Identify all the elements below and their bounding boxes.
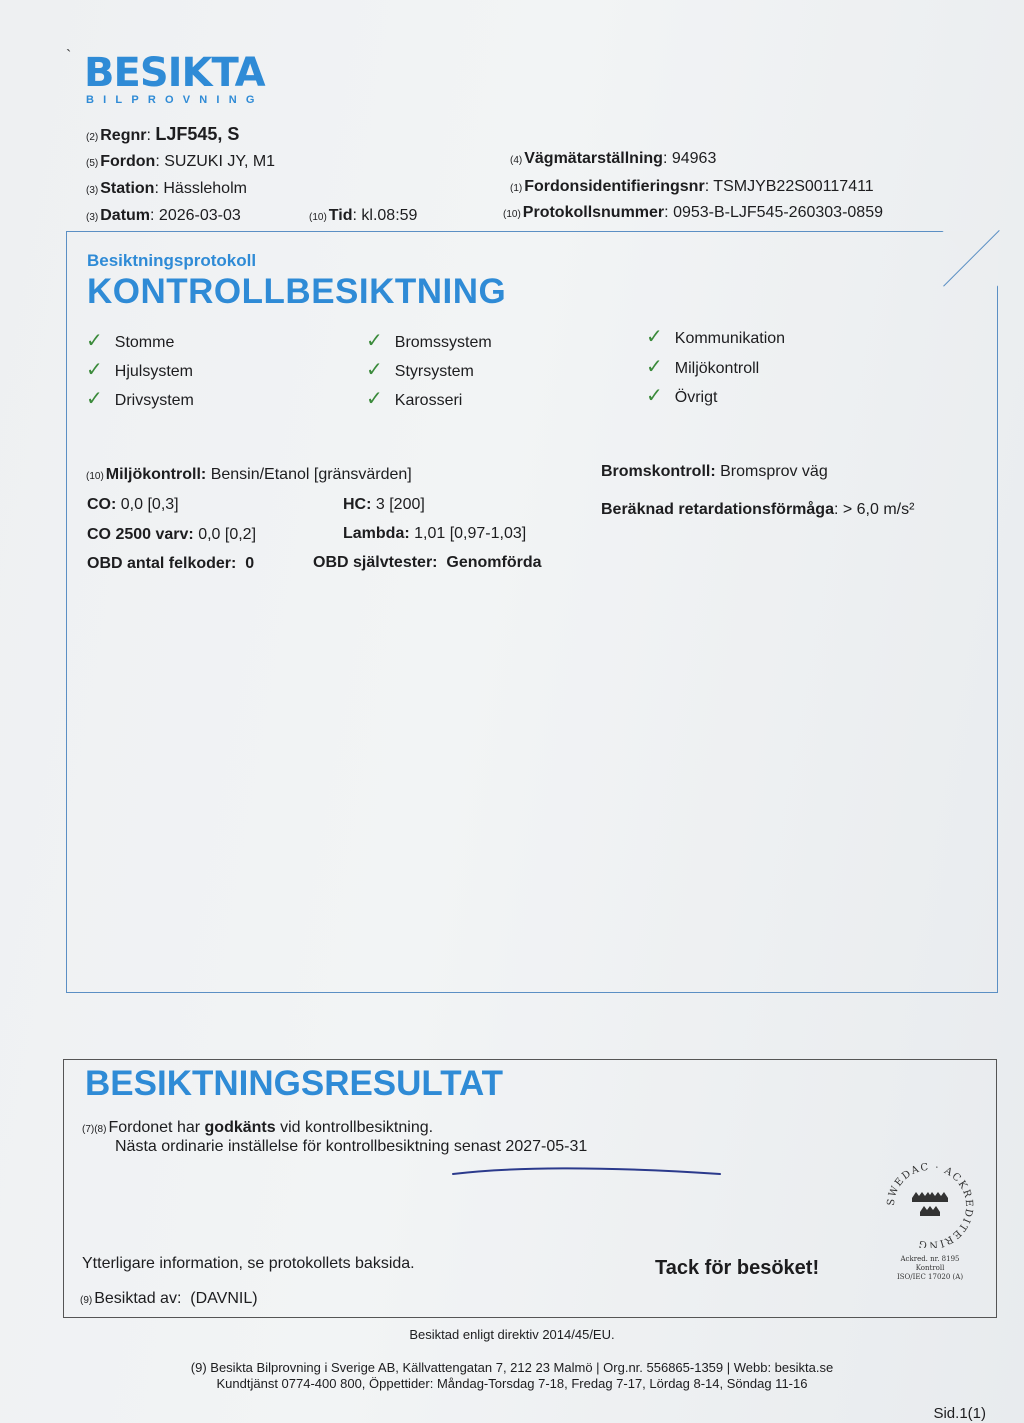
station-row: (3) Station: Hässleholm <box>86 180 247 197</box>
protocol-label: Besiktningsprotokoll <box>87 251 257 270</box>
logo-subtitle: BILPROVNING <box>86 94 264 106</box>
co-row: CO: 0,0 [0,3] <box>87 496 179 513</box>
bromskontroll-row: Bromskontroll: Bromsprov väg <box>601 463 828 480</box>
result-title: BESIKTNINGSRESULTAT <box>85 1064 504 1103</box>
svg-text:SWEDAC · ACKREDITERING: SWEDAC · ACKREDITERING <box>885 1161 975 1248</box>
check-item-stomme: ✓ Stomme <box>86 330 175 352</box>
directive-text: Besiktad enligt direktiv 2014/45/EU. <box>409 1327 615 1342</box>
swedac-seal: SWEDAC · ACKREDITERING Ackred. nr. 8195 Kontroll ISO/IEC 17020 (A) <box>882 1160 978 1280</box>
check-icon: ✓ <box>366 330 383 352</box>
vagmatare-value: 94963 <box>671 150 717 167</box>
check-item-styrsystem: ✓ Styrsystem <box>366 359 474 381</box>
obd-felkoder-row: OBD antal felkoder: 0 <box>87 555 255 572</box>
check-icon: ✓ <box>86 359 103 381</box>
fordon-row: (5) Fordon: SUZUKI JY, M1 <box>86 153 276 170</box>
protokollnr-value: 0953-B-LJF545-260303-0859 <box>673 204 883 221</box>
company-info: (9) Besikta Bilprovning i Sverige AB, Källvattengatan 7, 212 23 Malmö | Org.nr. 556865-1359 | Webb: besikta.se <box>190 1360 834 1375</box>
datum-value: 2026-03-03 <box>158 207 241 224</box>
station-value: Hässleholm <box>163 180 247 197</box>
fordon-value: SUZUKI JY, M1 <box>164 153 276 170</box>
logo-mark: ` <box>66 48 72 65</box>
page-number: Sid.1(1) <box>933 1405 986 1422</box>
protocol-panel <box>66 231 998 993</box>
miljokontroll-row: (10) Miljökontroll: Bensin/Etanol [gränsvärden] <box>86 466 412 483</box>
tid-value: kl.08:59 <box>361 207 418 224</box>
check-icon: ✓ <box>366 359 383 381</box>
check-icon: ✓ <box>646 356 663 378</box>
retardation-row: Beräknad retardationsförmåga: > 6,0 m/s² <box>601 501 915 518</box>
check-icon: ✓ <box>366 388 383 410</box>
service-info: Kundtjänst 0774-400 800, Öppettider: Måndag-Torsdag 7-18, Fredag 7-17, Lördag 8-14, Söndag 11-16 <box>216 1376 808 1391</box>
swedac-crowns-icon <box>882 1160 978 1248</box>
protokollnr-row: (10) Protokollsnummer: 0953-B-LJF545-260303-0859 <box>503 204 883 221</box>
check-icon: ✓ <box>646 385 663 407</box>
check-item-ovrigt: ✓ Övrigt <box>646 385 718 407</box>
besikta-logo: BESIKTA <box>84 50 265 96</box>
regnr-row: (2) Regnr: LJF545, S <box>86 124 240 144</box>
thanks-text: Tack för besöket! <box>655 1257 820 1279</box>
check-item-drivsystem: ✓ Drivsystem <box>86 388 194 410</box>
tid-row: (10) Tid: kl.08:59 <box>309 207 418 224</box>
check-icon: ✓ <box>646 326 663 348</box>
info-text: Ytterligare information, se protokollets baksida. <box>82 1255 415 1272</box>
result-approved: (7)(8) Fordonet har godkänts vid kontrollbesiktning. <box>82 1119 434 1136</box>
datum-row: (3) Datum: 2026-03-03 <box>86 207 241 224</box>
fordonsid-value: TSMJYB22S00117411 <box>713 178 874 195</box>
inspector-row: (9) Besiktad av: (DAVNIL) <box>80 1290 258 1307</box>
check-icon: ✓ <box>86 330 103 352</box>
vagmatare-row: (4) Vägmätarställning: 94963 <box>510 150 717 167</box>
pen-stroke <box>450 1162 725 1182</box>
next-inspection: Nästa ordinarie inställelse för kontrollbesiktning senast 2027-05-31 <box>115 1138 588 1155</box>
obd-sjalvtester-row: OBD självtester: Genomförda <box>313 554 542 571</box>
check-item-miljokontroll: ✓ Miljökontroll <box>646 356 760 378</box>
fordonsid-row: (1) Fordonsidentifieringsnr: TSMJYB22S00117411 <box>510 178 874 195</box>
check-item-karosseri: ✓ Karosseri <box>366 388 463 410</box>
hc-row: HC: 3 [200] <box>343 496 425 513</box>
regnr-value: LJF545, S <box>155 124 240 144</box>
co2500-row: CO 2500 varv: 0,0 [0,2] <box>87 526 257 543</box>
protocol-title: KONTROLLBESIKTNING <box>87 272 507 311</box>
lambda-row: Lambda: 1,01 [0,97-1,03] <box>343 525 527 542</box>
check-item-hjulsystem: ✓ Hjulsystem <box>86 359 193 381</box>
check-icon: ✓ <box>86 388 103 410</box>
check-item-kommunikation: ✓ Kommunikation <box>646 326 786 348</box>
check-item-bromssystem: ✓ Bromssystem <box>366 330 492 352</box>
